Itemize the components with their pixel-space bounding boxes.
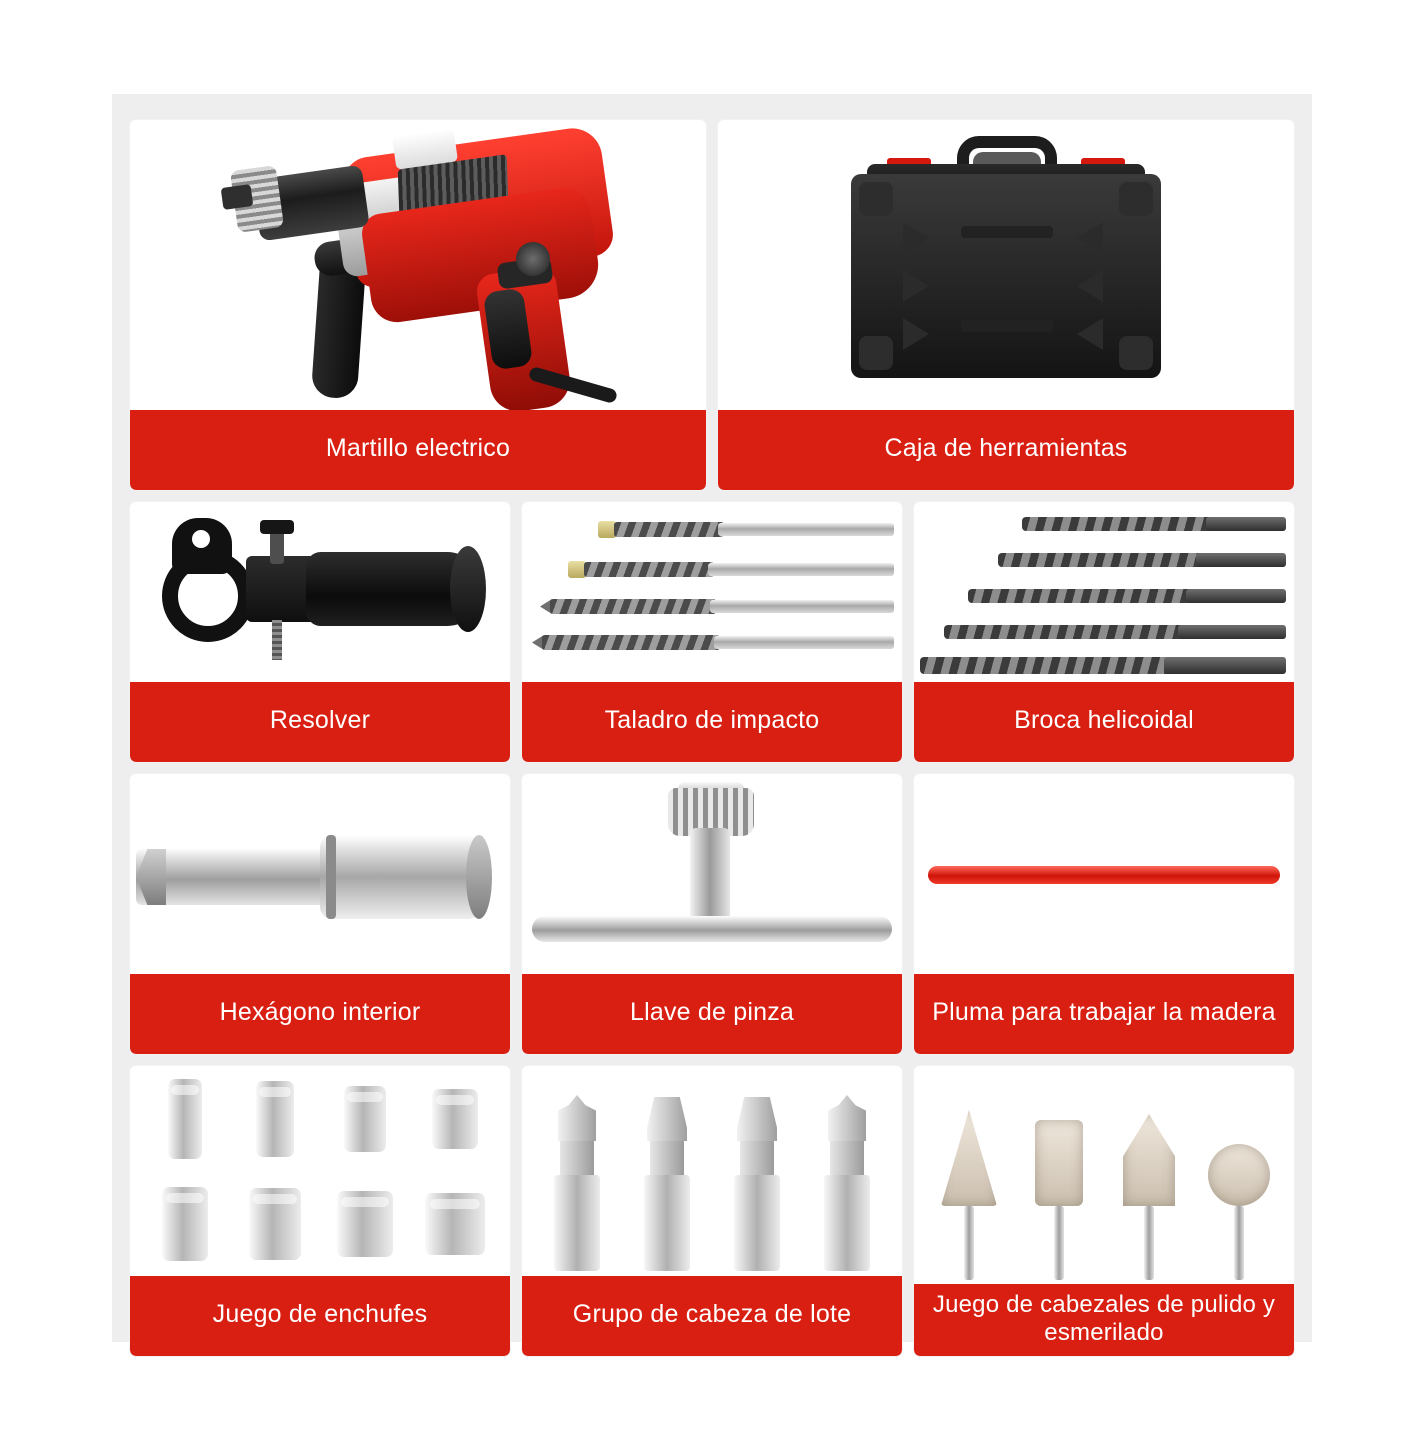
polishing-stone-cone	[941, 1110, 997, 1206]
caption-socket-set: Juego de enchufes	[130, 1276, 510, 1356]
driver-mid-2	[650, 1141, 684, 1175]
caption-polishing-heads: Juego de cabezales de pulido y esmerilado	[914, 1284, 1294, 1356]
driver-shank-4	[824, 1175, 870, 1271]
twist-flute-5	[920, 657, 1170, 674]
driver-shank-3	[734, 1175, 780, 1271]
socket-5	[162, 1187, 208, 1261]
polishing-head-cylinder	[1023, 1120, 1095, 1280]
wood-pencil	[928, 866, 1280, 884]
masonry-shank-2	[708, 563, 894, 576]
caption-side-handle: Resolver	[130, 682, 510, 762]
twist-shank-4	[1178, 625, 1286, 639]
card-electric-hammer[interactable]	[130, 120, 706, 490]
case-ridge-3	[903, 318, 929, 350]
case-center-ridge-1	[961, 226, 1053, 238]
drill-illustration	[198, 120, 638, 410]
electric-hammer-image	[130, 120, 706, 410]
driver-shank-2	[644, 1175, 690, 1271]
tool-case-illustration	[841, 130, 1171, 400]
hex-socket-body	[320, 835, 480, 919]
driver-tip-phillips-1	[558, 1095, 596, 1141]
driver-tip-flat-2	[647, 1097, 687, 1141]
twist-flute-1	[1022, 517, 1212, 531]
socket-2	[256, 1081, 294, 1157]
polishing-stone-bullet	[1123, 1114, 1175, 1206]
impact-bits-illustration	[522, 507, 902, 677]
caption-tool-case: Caja de herramientas	[718, 410, 1294, 490]
hex-socket-end	[466, 835, 492, 919]
socket-set-image	[130, 1066, 510, 1276]
caption-hex-adapter: Hexágono interior	[130, 974, 510, 1054]
card-driver-bit-group[interactable]	[522, 1066, 902, 1356]
case-body	[851, 174, 1161, 378]
case-center-ridge-2	[961, 320, 1053, 332]
chuck-key-stem	[690, 828, 730, 924]
socket-set-illustration	[140, 1066, 500, 1276]
polishing-stone-cylinder	[1035, 1120, 1083, 1206]
tool-case-image	[718, 120, 1294, 410]
case-ridge-6	[1077, 318, 1103, 350]
case-ridge-1	[903, 222, 929, 254]
polishing-head-ball	[1203, 1144, 1275, 1280]
chuck-key-bar	[532, 916, 892, 942]
caption-driver-bit-group: Grupo de cabeza de lote	[522, 1276, 902, 1356]
grid-row-3	[130, 774, 1294, 1054]
wood-pen-illustration	[924, 814, 1284, 934]
caption-wood-pen: Pluma para trabajar la madera	[914, 974, 1294, 1054]
hex-socket-band	[326, 835, 336, 919]
case-ridge-5	[1077, 270, 1103, 302]
driver-bit-3	[730, 1097, 784, 1271]
caption-impact-drill-bits: Taladro de impacto	[522, 682, 902, 762]
twist-shank-2	[1196, 553, 1286, 567]
case-ridge-4	[1077, 222, 1103, 254]
hex-adapter-image	[130, 774, 510, 974]
card-twist-drill-bits[interactable]	[914, 502, 1294, 762]
case-corner-br	[1119, 336, 1153, 370]
driver-tip-phillips-4	[828, 1095, 866, 1141]
grid-row-4	[130, 1066, 1294, 1356]
polishing-head-cone	[933, 1110, 1005, 1280]
twist-flute-3	[968, 589, 1192, 603]
socket-3	[344, 1086, 386, 1152]
card-impact-drill-bits[interactable]	[522, 502, 902, 762]
case-corner-bl	[859, 336, 893, 370]
impact-drill-bits-image	[522, 502, 902, 682]
driver-mid-3	[740, 1141, 774, 1175]
card-side-handle[interactable]	[130, 502, 510, 762]
wood-shank-2	[714, 636, 894, 649]
driver-bit-group-image	[522, 1066, 902, 1276]
polishing-heads-image	[914, 1066, 1294, 1284]
driver-shank-1	[554, 1175, 600, 1271]
handle-clamp-ring	[162, 550, 254, 642]
polishing-stone-ball	[1208, 1144, 1270, 1206]
twist-shank-1	[1206, 517, 1286, 531]
wood-flute-2	[542, 635, 720, 650]
driver-bits-illustration	[532, 1071, 892, 1271]
caption-electric-hammer: Martillo electrico	[130, 410, 706, 490]
handle-screw-head	[260, 520, 294, 534]
twist-shank-5	[1164, 657, 1286, 674]
driver-mid-4	[830, 1141, 864, 1175]
driver-bit-4	[820, 1095, 874, 1271]
twist-drill-bits-image	[914, 502, 1294, 682]
case-corner-tr	[1119, 182, 1153, 216]
socket-8	[425, 1193, 485, 1255]
caption-chuck-key: Llave de pinza	[522, 974, 902, 1054]
chuck-key-illustration	[522, 774, 902, 974]
twist-flute-4	[944, 625, 1184, 639]
wood-pen-image	[914, 774, 1294, 974]
polishing-shaft-3	[1144, 1206, 1154, 1280]
polishing-shaft-4	[1234, 1206, 1244, 1280]
drill-chuck-tip	[221, 184, 254, 210]
driver-tip-flat-3	[737, 1097, 777, 1141]
masonry-flute-2	[584, 562, 714, 577]
card-socket-set[interactable]	[130, 1066, 510, 1356]
socket-4	[432, 1089, 478, 1149]
driver-bit-2	[640, 1097, 694, 1271]
polishing-shaft-2	[1054, 1206, 1064, 1280]
card-tool-case[interactable]	[718, 120, 1294, 490]
hex-adapter-illustration	[130, 799, 510, 949]
handle-clamp-hole	[192, 530, 210, 548]
socket-6	[249, 1188, 301, 1260]
case-ridge-2	[903, 270, 929, 302]
handle-grip-end	[450, 546, 486, 632]
twist-flute-2	[998, 553, 1202, 567]
twist-bits-illustration	[914, 507, 1294, 677]
grid-row-2	[130, 502, 1294, 762]
socket-1	[168, 1079, 202, 1159]
grid-row-1	[130, 120, 1294, 490]
card-hex-adapter[interactable]	[130, 774, 510, 1054]
wood-shank-1	[710, 600, 894, 613]
card-polishing-heads[interactable]	[914, 1066, 1294, 1356]
driver-bit-1	[550, 1095, 604, 1271]
side-handle-illustration	[150, 502, 490, 682]
twist-shank-3	[1186, 589, 1286, 603]
caption-twist-drill-bits: Broca helicoidal	[914, 682, 1294, 762]
polishing-shaft-1	[964, 1206, 974, 1280]
chuck-key-image	[522, 774, 902, 974]
case-corner-tl	[859, 182, 893, 216]
card-chuck-key[interactable]	[522, 774, 902, 1054]
socket-7	[337, 1191, 393, 1257]
wood-flute-1	[550, 599, 716, 614]
item-grid	[112, 94, 1312, 1346]
side-handle-image	[130, 502, 510, 682]
handle-bolt-thread	[272, 620, 282, 660]
card-wood-pen[interactable]	[914, 774, 1294, 1054]
masonry-shank-1	[718, 523, 894, 536]
drill-speed-dial	[516, 242, 550, 276]
masonry-flute-1	[614, 522, 724, 537]
polishing-head-bullet	[1113, 1114, 1185, 1280]
polishing-heads-illustration	[924, 1070, 1284, 1280]
driver-mid-1	[560, 1141, 594, 1175]
